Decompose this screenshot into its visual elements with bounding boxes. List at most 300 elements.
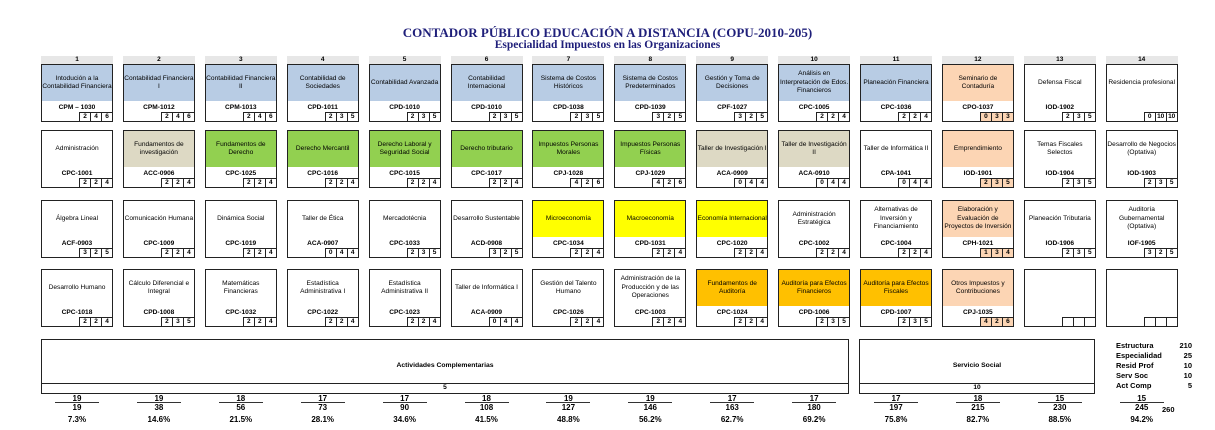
credit-value: 2: [336, 178, 347, 187]
cumulative-credit: 56: [236, 403, 246, 412]
total-value: 25: [1183, 351, 1192, 360]
credit-value: 4: [909, 178, 920, 187]
course-cell: [287, 64, 359, 122]
credit-value: 5: [511, 248, 522, 257]
course-credits: [861, 248, 931, 257]
percent-progress: 34.6%: [393, 415, 416, 424]
credit-value: 4: [674, 317, 685, 326]
course-credits: [1107, 317, 1177, 326]
course-cell: [369, 64, 441, 122]
credit-value: 2: [489, 112, 500, 121]
credit-value: 0: [489, 317, 500, 326]
credit-value: 2: [1144, 178, 1155, 187]
credit-value: 4: [920, 178, 931, 187]
course-name: Seminario de Contaduría: [943, 65, 1013, 101]
course-code: CPC-1009: [143, 240, 175, 247]
credit-value: 2: [254, 178, 265, 187]
credit-value: 4: [101, 317, 112, 326]
course-name: Emprendimiento: [943, 131, 1013, 167]
cumulative-credit: 163: [725, 403, 739, 412]
course-credits: [943, 317, 1013, 326]
course-credits: [615, 317, 685, 326]
credit-value: 2: [909, 112, 920, 121]
credit-value: 4: [336, 248, 347, 257]
course-name: Cálculo Diferencial e Integral: [124, 270, 194, 306]
course-cell: [1106, 130, 1178, 188]
course-cell: [1024, 200, 1096, 258]
course-credits: [1025, 178, 1095, 187]
course-name: Impuestos Personas Físicas: [615, 131, 685, 167]
credit-value: 2: [90, 178, 101, 187]
credit-value: 4: [674, 248, 685, 257]
semester-number: 7: [532, 56, 604, 64]
course-code: CPC-1023: [389, 309, 420, 316]
course-credits: [1107, 178, 1177, 187]
course-cell: [205, 200, 277, 258]
credit-value: 3: [336, 112, 347, 121]
credit-value: 2: [570, 317, 581, 326]
course-cell: [696, 200, 768, 258]
credit-value: 2: [663, 112, 674, 121]
course-credits: [124, 112, 194, 121]
credit-value: 4: [592, 317, 603, 326]
course-name: Auditoría Gubernamental (Optativa): [1107, 201, 1177, 237]
course-credits: [288, 317, 358, 326]
percent-progress: 14.6%: [147, 415, 171, 424]
course-name: Temas Fiscales Selectos: [1025, 131, 1095, 167]
credit-value: 2: [827, 112, 838, 121]
credit-value: 5: [347, 112, 358, 121]
course-cell: [41, 269, 113, 327]
course-name: Contabilidad Financiera II: [206, 65, 276, 101]
course-credits: [615, 112, 685, 121]
credit-value: 0: [816, 178, 827, 187]
course-name: Contabilidad de Sociedades: [288, 65, 358, 101]
course-code: CPC-1022: [307, 309, 339, 316]
course-credits: [124, 248, 194, 257]
course-credits: [697, 317, 767, 326]
course-code: CPD-1010: [389, 104, 420, 111]
course-code: CPC-1004: [880, 240, 912, 247]
credit-value: 2: [172, 248, 183, 257]
course-name: Administración Estratégica: [779, 201, 849, 237]
credit-value: 3: [1002, 112, 1013, 121]
percent-progress: 94.2%: [1130, 415, 1154, 424]
cumulative-credit: 127: [561, 403, 576, 412]
course-name: Planeación Financiera: [861, 65, 931, 101]
course-credits: [861, 112, 931, 121]
page-subtitle: Especialidad Impuestos en las Organizaciones: [494, 39, 721, 51]
course-code: CPC-1016: [307, 170, 339, 177]
total-label: Estructura: [1116, 341, 1154, 350]
course-code: IOD-1903: [1127, 170, 1156, 177]
cumulative-credit: 215: [971, 403, 985, 412]
credit-value: 3: [909, 317, 920, 326]
course-credits: [42, 112, 112, 121]
course-name: Residencia profesional: [1107, 65, 1177, 101]
credit-value: 5: [838, 317, 849, 326]
course-cell: [369, 200, 441, 258]
total-value: 10: [1183, 361, 1192, 370]
credit-value: 2: [652, 248, 663, 257]
course-credits: [370, 248, 440, 257]
semester-number: 1: [41, 56, 113, 64]
credit-value: 5: [1166, 178, 1177, 187]
credit-value: 5: [1084, 178, 1095, 187]
semester-number: 11: [860, 56, 932, 64]
credit-value: 3: [734, 112, 745, 121]
course-credits: [779, 112, 849, 121]
credit-value: 4: [827, 178, 838, 187]
course-name: Defensa Fiscal: [1025, 65, 1095, 101]
course-name: Fundamentos de Auditoría: [697, 270, 767, 306]
course-code: ACA-0907: [307, 240, 339, 247]
credit-value: 2: [336, 317, 347, 326]
course-credits: [452, 317, 522, 326]
course-cell: [205, 130, 277, 188]
credit-value: 2: [581, 317, 592, 326]
credit-value: 0: [1144, 112, 1155, 121]
course-name: Gestión y Toma de Decisiones: [697, 65, 767, 101]
credit-value: 2: [745, 112, 756, 121]
course-credits: [779, 178, 849, 187]
credit-value: 2: [243, 178, 254, 187]
course-cell: [942, 130, 1014, 188]
course-code: CPC-1015: [389, 170, 420, 177]
course-code: ACC-0906: [143, 170, 175, 177]
credit-value: 3: [581, 112, 592, 121]
course-code: CPF-1027: [717, 104, 748, 111]
course-code: ACA-0909: [470, 309, 503, 316]
course-cell: [942, 269, 1014, 327]
course-name: Taller de Investigación II: [779, 131, 849, 167]
credit-value: 2: [663, 178, 674, 187]
course-name: Sistema de Costos Históricos: [533, 65, 603, 101]
credit-value: 2: [407, 112, 418, 121]
percent-progress: 62.7%: [720, 415, 744, 424]
course-code: CPJ-1035: [963, 309, 993, 316]
semester-credit: 18: [482, 394, 491, 403]
credit-value: 2: [90, 317, 101, 326]
credit-value: 4: [570, 178, 581, 187]
course-name: Alternativas de Inversión y Financiamiento: [861, 201, 931, 237]
cumulative-credit: 90: [400, 403, 410, 412]
course-credits: [288, 178, 358, 187]
course-cell: [287, 269, 359, 327]
course-cell: [860, 130, 932, 188]
percent-progress: 21.5%: [229, 415, 253, 424]
credit-value: 0: [898, 178, 909, 187]
cumulative-credit: 180: [807, 403, 821, 412]
credit-value: [1073, 317, 1084, 326]
semester-credit: 15: [1137, 394, 1147, 403]
course-code: CPC-1033: [389, 240, 420, 247]
credit-value: 3: [991, 112, 1002, 121]
percent-progress: 7.3%: [67, 415, 87, 424]
course-code: CPJ-1029: [635, 170, 666, 177]
course-cell: [860, 64, 932, 122]
semester-credit: 18: [236, 394, 246, 403]
credit-value: 2: [909, 248, 920, 257]
course-name: Taller de Ética: [288, 201, 358, 237]
course-cell: [451, 269, 523, 327]
course-cell: [287, 130, 359, 188]
semester-credit: 19: [72, 394, 82, 403]
course-name: Fundamentos de investigación: [124, 131, 194, 167]
course-credits: [452, 178, 522, 187]
credit-value: 2: [407, 178, 418, 187]
credit-value: 4: [254, 112, 265, 121]
credit-value: 2: [161, 317, 172, 326]
course-credits: [370, 178, 440, 187]
credit-value: 2: [652, 317, 663, 326]
semester-credit: 17: [727, 394, 737, 403]
semester-credit: 15: [1055, 394, 1065, 403]
course-name: Fundamentos de Derecho: [206, 131, 276, 167]
course-cell: [123, 64, 195, 122]
credit-value: [1166, 317, 1177, 326]
course-name: Matemáticas Financieras: [206, 270, 276, 306]
semester-number: 5: [369, 56, 441, 64]
course-credits: [779, 248, 849, 257]
course-name: Estadística Administrativa II: [370, 270, 440, 306]
course-name: [1107, 270, 1177, 306]
course-credits: [943, 178, 1013, 187]
credit-value: 2: [898, 248, 909, 257]
course-cell: [1106, 64, 1178, 122]
credit-value: 4: [838, 112, 849, 121]
credit-value: 3: [1073, 248, 1084, 257]
course-cell: [942, 200, 1014, 258]
course-credits: [697, 178, 767, 187]
course-code: ACA-0910: [798, 170, 830, 177]
complementarias-box: [41, 339, 849, 394]
course-cell: [778, 200, 850, 258]
credit-value: 2: [663, 248, 674, 257]
course-name: Macroeconomía: [615, 201, 685, 237]
course-cell: [778, 64, 850, 122]
course-cell: [860, 200, 932, 258]
course-name: Comunicación Humana: [124, 201, 194, 237]
course-name: Contabilidad Financiera I: [124, 65, 194, 101]
credit-value: 2: [161, 248, 172, 257]
course-credits: [206, 112, 276, 121]
course-cell: [532, 64, 604, 122]
credit-value: 5: [429, 248, 440, 257]
credit-value: 0: [734, 178, 745, 187]
course-code: CPH-1021: [962, 240, 994, 247]
course-name: Estadística Administrativa I: [288, 270, 358, 306]
credit-value: 2: [79, 112, 90, 121]
course-credits: [206, 248, 276, 257]
course-code: ACD-0908: [470, 240, 503, 247]
credit-value: 6: [265, 112, 276, 121]
credit-value: 4: [347, 178, 358, 187]
course-cell: [41, 64, 113, 122]
course-code: [1107, 103, 1177, 112]
credit-value: 4: [500, 317, 511, 326]
credit-value: 6: [1002, 317, 1013, 326]
credit-value: 4: [838, 248, 849, 257]
percent-progress: 56.2%: [638, 415, 662, 424]
credit-value: [1062, 317, 1073, 326]
credit-value: 3: [79, 248, 90, 257]
credit-value: 4: [101, 178, 112, 187]
course-cell: [41, 200, 113, 258]
course-cell: [1106, 200, 1178, 258]
credit-value: 0: [980, 112, 991, 121]
course-credits: [452, 112, 522, 121]
credit-value: 4: [347, 317, 358, 326]
course-credits: [615, 178, 685, 187]
course-code: CPD-1011: [307, 104, 338, 111]
course-credits: [206, 178, 276, 187]
course-code: CPC-1020: [716, 240, 748, 247]
credit-value: 2: [570, 112, 581, 121]
semester-credit: 17: [809, 394, 819, 403]
credit-value: 5: [511, 112, 522, 121]
empty-course-cell: [1106, 269, 1178, 327]
course-code: CPD-1010: [471, 104, 502, 111]
course-name: Desarrollo de Negocios (Optativa): [1107, 131, 1177, 167]
credit-value: 4: [265, 178, 276, 187]
total-value: 10: [1183, 371, 1192, 380]
percent-progress: 48.8%: [557, 415, 580, 424]
credit-value: 2: [816, 112, 827, 121]
course-code: [1025, 308, 1095, 317]
credit-value: 2: [980, 178, 991, 187]
course-credits: [533, 248, 603, 257]
course-name: Álgebra Lineal: [42, 201, 112, 237]
course-code: IOD-1901: [963, 170, 993, 177]
semester-credit: 18: [973, 394, 983, 403]
empty-course-cell: [1024, 269, 1096, 327]
credit-value: 3: [827, 317, 838, 326]
course-code: CPM-1013: [225, 104, 257, 111]
course-code: IOD-1906: [1045, 240, 1075, 247]
semester-number: 3: [205, 56, 277, 64]
credit-value: 4: [90, 112, 101, 121]
semester-credit: 19: [154, 394, 164, 403]
semester-credit: 19: [645, 394, 655, 403]
course-credits: [42, 248, 112, 257]
credit-value: 3: [489, 248, 500, 257]
credit-value: 2: [1062, 178, 1073, 187]
cumulative-credit: 230: [1053, 403, 1067, 412]
course-name: Desarrollo Sustentable: [452, 201, 522, 237]
credit-value: 3: [418, 112, 429, 121]
course-name: Mercadotécnia: [370, 201, 440, 237]
credit-value: 4: [756, 178, 767, 187]
credit-value: 4: [172, 112, 183, 121]
course-cell: [451, 64, 523, 122]
credit-value: 2: [489, 178, 500, 187]
course-cell: [123, 269, 195, 327]
credit-value: 2: [991, 317, 1002, 326]
course-credits: [288, 248, 358, 257]
semester-number: 14: [1106, 56, 1178, 64]
course-cell: [1024, 130, 1096, 188]
credit-value: 4: [183, 178, 194, 187]
total-value: 5: [1187, 381, 1192, 390]
course-cell: [942, 64, 1014, 122]
course-credits: [206, 317, 276, 326]
complementarias-label: Actividades Complementarias: [396, 361, 494, 369]
course-cell: [205, 269, 277, 327]
course-credits: [452, 248, 522, 257]
credit-value: 5: [1166, 248, 1177, 257]
credit-value: 4: [920, 112, 931, 121]
credit-value: 3: [418, 248, 429, 257]
semester-number: 4: [287, 56, 359, 64]
credit-value: 3: [1073, 112, 1084, 121]
course-code: CPD-1031: [634, 240, 666, 247]
course-code: CPC-1019: [225, 240, 257, 247]
credit-value: 5: [592, 112, 603, 121]
credit-value: 2: [734, 248, 745, 257]
credit-value: 2: [827, 248, 838, 257]
credit-value: 2: [418, 317, 429, 326]
course-code: CPC-1034: [552, 240, 584, 247]
servicio-social-box: [859, 339, 1095, 394]
credit-value: 5: [1084, 248, 1095, 257]
credit-value: 2: [407, 248, 418, 257]
course-name: Derecho Laboral y Seguridad Social: [370, 131, 440, 167]
course-name: Taller de Informática I: [452, 270, 522, 306]
percent-progress: 28.1%: [311, 415, 335, 424]
course-credits: [370, 112, 440, 121]
credit-value: 5: [429, 112, 440, 121]
course-name: Taller de Informática II: [861, 131, 931, 167]
course-cell: [532, 200, 604, 258]
course-credits: [533, 178, 603, 187]
course-code: ACA-0909: [716, 170, 748, 177]
credit-value: 2: [663, 317, 674, 326]
course-credits: [1025, 112, 1095, 121]
credit-value: 2: [325, 317, 336, 326]
total-label: Resid Prof: [1116, 361, 1154, 370]
course-code: CPC-1026: [552, 309, 584, 316]
course-credits: [370, 317, 440, 326]
course-code: CPC-1001: [61, 170, 93, 177]
course-code: [1107, 308, 1177, 317]
credit-value: 2: [172, 178, 183, 187]
course-credits: [288, 112, 358, 121]
credit-value: 4: [652, 178, 663, 187]
course-code: CPJ-1028: [553, 170, 584, 177]
credit-value: 4: [1002, 248, 1013, 257]
credit-value: 4: [592, 248, 603, 257]
credit-value: [1155, 317, 1166, 326]
credit-value: 2: [90, 248, 101, 257]
credit-value: [1084, 317, 1095, 326]
credit-value: 4: [756, 317, 767, 326]
credit-value: 2: [898, 112, 909, 121]
course-credits: [1107, 112, 1177, 121]
cumulative-credit: 197: [889, 403, 903, 412]
credit-value: 4: [265, 317, 276, 326]
course-cell: [696, 130, 768, 188]
semester-number: 9: [696, 56, 768, 64]
course-cell: [451, 200, 523, 258]
credit-value: 5: [920, 317, 931, 326]
course-cell: [860, 269, 932, 327]
credit-value: 2: [581, 248, 592, 257]
course-code: CPD-1007: [880, 309, 912, 316]
credit-value: 10: [1155, 112, 1166, 121]
course-credits: [779, 317, 849, 326]
credit-value: 3: [1073, 178, 1084, 187]
